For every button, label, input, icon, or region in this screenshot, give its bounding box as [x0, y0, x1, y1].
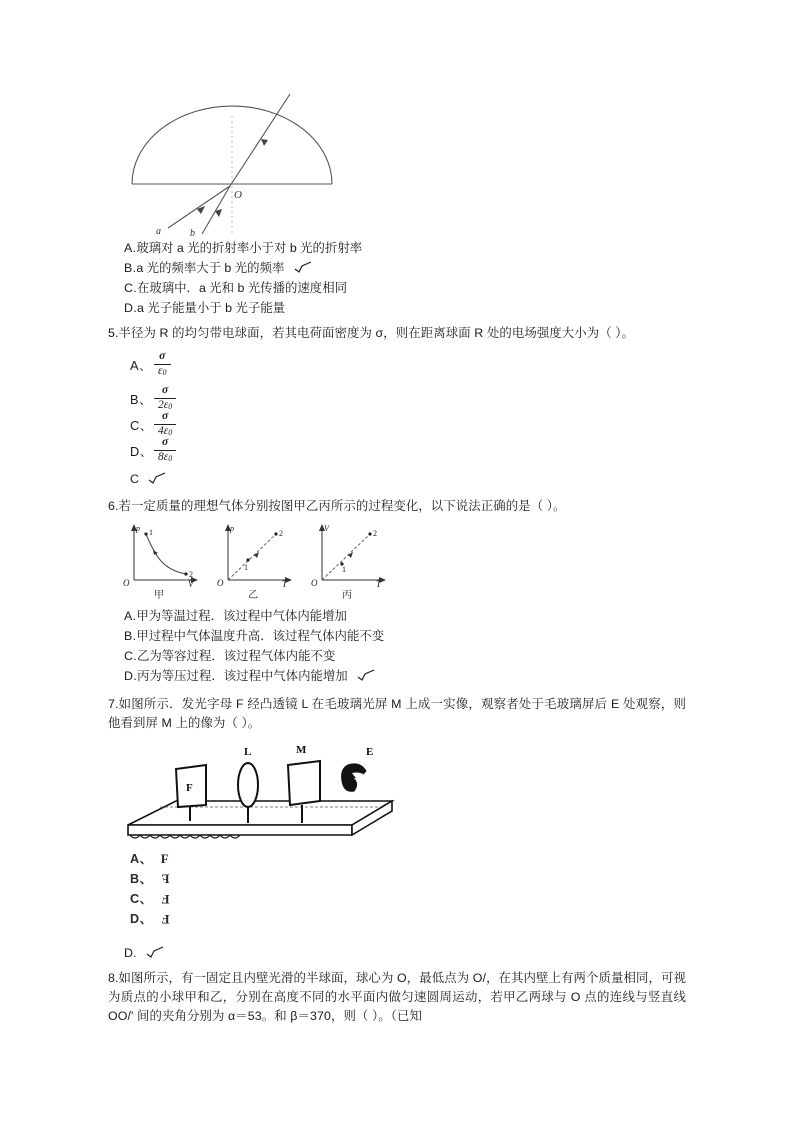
q7-option-c-glyph: F [160, 892, 170, 907]
q5-c-numerator: σ [162, 410, 169, 422]
q7-stem-text: 如图所示．发光字母 F 经凸透镜 L 在毛玻璃光屏 M 上成一实像，观察者处于毛玻璃屏后 E 处观察，则他看到屏 M 上的像为（ ）。 [108, 697, 686, 730]
svg-text:2: 2 [189, 570, 193, 579]
q4-option-a[interactable] [124, 238, 686, 258]
q8-stem-text: 如图所示，有一固定且内壁光滑的半球面，球心为 O，最低点为 O/，在其内壁上有两个质量相同，可视为质点的小球甲和乙，分别在高度不同的水平面内做匀速圆周运动，若甲乙两球与 O 点的连线与竖直线 OO/' 间的夹角分别为 α＝53。和 β＝370，则（ ）。（已知 [108, 971, 686, 1023]
q6-stem [108, 497, 686, 516]
q5-options [130, 349, 686, 463]
svg-text:p: p [136, 524, 140, 533]
svg-text:M: M [296, 744, 307, 756]
fraction-sigma-over-eps0 [154, 351, 171, 377]
q4-option-d-label: D. [124, 301, 137, 315]
q7-option-c[interactable] [130, 889, 686, 909]
svg-text:丙: 丙 [342, 590, 352, 601]
q7-option-b-glyph: F [160, 871, 170, 886]
figure-pv-pt-vt-process-graphs [116, 522, 686, 604]
worksheet-content [108, 78, 686, 1026]
q5-option-a[interactable] [130, 349, 686, 379]
graph-panel-yi [217, 524, 292, 601]
q7-option-b-label: B、 [130, 872, 153, 886]
svg-text:E: E [366, 746, 374, 758]
fraction-sigma-over-2eps0 [154, 385, 176, 411]
q6-option-b-label: B. [124, 629, 137, 643]
svg-text:1: 1 [244, 563, 248, 572]
svg-text:F: F [186, 782, 193, 794]
q6-number: 6. [108, 499, 119, 513]
fraction-sigma-over-8eps0 [154, 437, 176, 463]
q6-option-d-text: 丙为等压过程．该过程中气体内能增加 [137, 669, 348, 683]
q6-option-c-text: 乙为等容过程．该过程气体内能不变 [137, 649, 336, 663]
q7-option-d-label: D、 [130, 912, 153, 926]
q4-option-c[interactable] [124, 278, 686, 298]
q6-option-a-text: 甲为等温过程．该过程中气体内能增加 [136, 609, 347, 623]
q5-option-c-label: C、 [130, 417, 154, 433]
q4-option-c-label: C. [124, 281, 137, 295]
q8-number: 8. [108, 971, 119, 985]
svg-text:1: 1 [342, 565, 346, 574]
q8-stem [108, 969, 686, 1026]
q4-option-c-text: 在玻璃中．a 光和 b 光传播的速度相同 [137, 281, 347, 295]
q6-option-c-label: C. [124, 649, 137, 663]
q7-option-a[interactable] [130, 849, 686, 869]
q5-option-d[interactable] [130, 437, 686, 463]
q5-d-denominator: 8ε0 [154, 450, 176, 464]
q7-answer-letter: D [124, 946, 133, 960]
q6-option-b-text: 甲过程中气体温度升高．该过程气体内能不变 [136, 629, 385, 643]
figure-semicircular-glass-refraction [118, 78, 686, 238]
svg-text:O: O [123, 578, 130, 588]
q7-option-b[interactable] [130, 869, 686, 889]
q7-option-c-label: C、 [130, 892, 153, 906]
q7-option-d[interactable] [130, 909, 686, 929]
q7-answer [124, 943, 686, 963]
svg-text:O: O [311, 578, 318, 588]
q4-option-a-label: A. [124, 241, 137, 255]
q5-option-b[interactable] [130, 385, 686, 411]
q5-c-denominator: 4ε0 [154, 424, 176, 438]
svg-text:O: O [217, 578, 224, 588]
q5-a-denominator: ε0 [154, 364, 171, 378]
q4-option-d[interactable] [124, 298, 686, 318]
q4-option-b[interactable] [124, 258, 686, 278]
q6-option-b[interactable] [124, 626, 686, 646]
q5-option-d-label: D、 [130, 443, 154, 459]
svg-text:2: 2 [373, 529, 377, 538]
svg-text:L: L [244, 746, 252, 758]
svg-text:a: a [156, 226, 161, 236]
q4-option-b-label: B. [124, 261, 137, 275]
svg-text:V: V [188, 579, 194, 589]
q7-option-a-label: A、 [130, 852, 153, 866]
svg-text:O: O [234, 189, 242, 201]
svg-text:甲: 甲 [154, 590, 164, 601]
svg-text:V: V [324, 524, 329, 533]
q4-option-a-text: 玻璃对 a 光的折射率小于对 b 光的折射率 [136, 241, 363, 255]
q5-answer [130, 469, 686, 489]
q5-answer-letter: C [130, 472, 139, 486]
svg-text:乙: 乙 [248, 590, 258, 601]
handwritten-check-mark [148, 470, 170, 482]
q6-option-c[interactable] [124, 646, 686, 666]
svg-text:2: 2 [279, 529, 283, 538]
handwritten-check-mark [357, 667, 379, 679]
fraction-sigma-over-4eps0 [154, 411, 176, 437]
q5-stem-text: 半径为 R 的均匀带电球面，若其电荷面密度为 σ，则在距离球面 R 处的电场强度大小为（ ）。 [118, 326, 635, 340]
q7-option-a-glyph: F [160, 851, 170, 866]
svg-text:p: p [230, 524, 234, 533]
q5-number: 5. [108, 326, 119, 340]
figure-optical-bench-lens-screen [120, 739, 686, 847]
svg-text:T: T [282, 579, 288, 589]
q5-b-numerator: σ [162, 384, 169, 396]
svg-text:b: b [190, 228, 195, 236]
q5-a-numerator: σ [159, 350, 166, 362]
handwritten-check-mark [146, 944, 168, 956]
q7-number: 7. [108, 697, 119, 711]
q7-answer-dot: . [132, 946, 137, 960]
q6-option-d[interactable] [124, 666, 686, 686]
q5-d-numerator: σ [162, 436, 169, 448]
q5-option-a-label: A、 [130, 357, 153, 373]
graph-panel-bing [311, 524, 386, 601]
q4-option-b-text: a 光的频率大于 b 光的频率 [136, 261, 285, 275]
q7-option-d-glyph: F [160, 912, 170, 927]
q4-option-d-text: a 光子能量小于 b 光子能量 [137, 301, 286, 315]
q5-stem [108, 324, 686, 343]
q6-options [108, 606, 686, 686]
q5-b-denominator: 2ε0 [154, 398, 176, 412]
q4-options [108, 238, 686, 318]
q6-option-a[interactable] [124, 606, 686, 626]
q5-option-c[interactable] [130, 411, 686, 437]
svg-text:T: T [376, 579, 382, 589]
q5-option-b-label: B、 [130, 391, 153, 407]
svg-text:1: 1 [149, 528, 153, 537]
graph-panel-jia [123, 524, 198, 601]
q6-stem-text: 若一定质量的理想气体分别按图甲乙丙所示的过程变化，以下说法正确的是（ ）。 [118, 499, 566, 513]
handwritten-check-mark [294, 259, 316, 271]
q7-stem [108, 695, 686, 733]
q6-option-a-label: A. [124, 609, 137, 623]
q6-option-d-label: D. [124, 669, 137, 683]
q7-options [130, 849, 686, 929]
